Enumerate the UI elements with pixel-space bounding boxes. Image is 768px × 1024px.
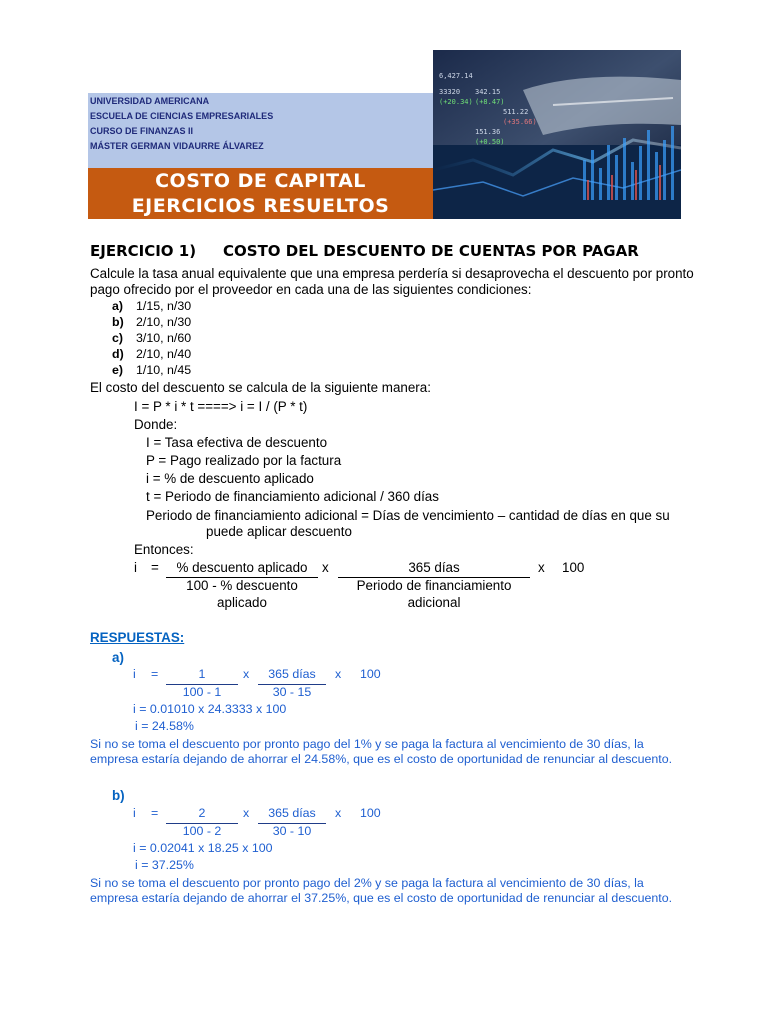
- condition-c: c) 3/10, n/60: [112, 331, 192, 345]
- finance-photo: [433, 50, 681, 219]
- period-def-line-2: puede aplicar descuento: [206, 524, 352, 539]
- formula-den1-line1: 100 - % descuento: [186, 578, 298, 593]
- condition-e: e) 1/10, n/45: [112, 363, 192, 377]
- answer-a-den: 100 - 1: [182, 685, 222, 699]
- formula-den2-line2: adicional: [407, 595, 461, 610]
- formula-i: i: [134, 560, 137, 575]
- formula-num1: % descuento aplicado: [176, 560, 308, 575]
- answer-a-letter: a): [112, 650, 124, 665]
- def-i: i = % de descuento aplicado: [146, 471, 314, 486]
- def-P: P = Pago realizado por la factura: [146, 453, 342, 468]
- formula-den1-line2: aplicado: [217, 595, 267, 610]
- intro-line-2: pago ofrecido por el proveedor en cada una de las siguientes condiciones:: [90, 282, 532, 297]
- answer-b-den2: 30 - 10: [272, 824, 312, 838]
- entonces-label: Entonces:: [134, 542, 194, 557]
- school-name: ESCUELA DE CIENCIAS EMPRESARIALES: [90, 111, 274, 121]
- answer-a-calc: i = 0.01010 x 24.3333 x 100: [133, 702, 287, 716]
- answer-b-eq: =: [151, 806, 159, 820]
- answer-b-result: i = 37.25%: [135, 858, 194, 872]
- answer-a-i: i: [133, 667, 136, 681]
- answer-b-x1: x: [243, 806, 250, 820]
- formula-100: 100: [562, 560, 585, 575]
- ticker-2: 33320: [439, 88, 461, 96]
- formula-num2: 365 días: [408, 560, 460, 575]
- ticker-9: (+0.50): [475, 138, 505, 146]
- formula-eq: =: [151, 560, 159, 575]
- answer-b-num2: 365 días: [268, 806, 316, 820]
- instructor-name: MÁSTER GERMAN VIDAURRE ÁLVAREZ: [90, 141, 264, 151]
- ticker-8: 151.36: [475, 128, 501, 136]
- answer-a-eq: =: [151, 667, 159, 681]
- answer-b-calc: i = 0.02041 x 18.25 x 100: [133, 841, 273, 855]
- ticker-6: 511.22: [503, 108, 529, 116]
- answer-a-x2: x: [335, 667, 342, 681]
- answer-a-conclusion-1: Si no se toma el descuento por pronto pago del 1% y se paga la factura al vencimiento de 30 días, la: [90, 737, 644, 751]
- answer-b-conclusion-1: Si no se toma el descuento por pronto pago del 2% y se paga la factura al vencimiento de 30 días, la: [90, 876, 644, 890]
- def-t: t = Periodo de financiamiento adicional / 360 días: [146, 489, 439, 504]
- answer-b-100: 100: [360, 806, 381, 820]
- answer-b-letter: b): [112, 788, 125, 803]
- calc-intro: El costo del descuento se calcula de la siguiente manera:: [90, 380, 431, 395]
- answer-a-num: 1: [198, 667, 206, 681]
- answer-a-num2: 365 días: [268, 667, 316, 681]
- formula-x2: x: [538, 560, 545, 575]
- answer-b-i: i: [133, 806, 136, 820]
- period-def-line-1: Periodo de financiamiento adicional = Días de vencimiento – cantidad de días en que su: [146, 508, 670, 523]
- title-line-2: EJERCICIOS RESUELTOS: [131, 195, 390, 217]
- formula-den2-line1: Periodo de financiamiento: [356, 578, 512, 593]
- answer-a-conclusion-2: empresa estaría dejando de ahorrar el 24.58%, que es el costo de oportunidad de renunciar al descuento.: [90, 752, 673, 766]
- title-line-1: COSTO DE CAPITAL: [155, 170, 366, 192]
- ticker-5: (+8.47): [475, 98, 505, 106]
- answer-b-den: 100 - 2: [182, 824, 222, 838]
- ticker-7: (+35.66): [503, 118, 537, 126]
- condition-b: b) 2/10, n/30: [112, 315, 192, 329]
- intro-line-1: Calcule la tasa anual equivalente que una empresa perdería si desaprovecha el descuento por pronto: [90, 266, 694, 281]
- answer-b-num: 2: [198, 806, 206, 820]
- document-title: [88, 169, 433, 219]
- answer-a-100: 100: [360, 667, 381, 681]
- formula: I = P * i * t ====> i = I / (P * t): [134, 399, 308, 414]
- answer-b-conclusion-2: empresa estaría dejando de ahorrar el 37.25%, que es el costo de oportunidad de renunciar al descuento.: [90, 891, 673, 905]
- def-I: I = Tasa efectiva de descuento: [146, 435, 328, 450]
- institution-block: [90, 94, 273, 154]
- university-name: UNIVERSIDAD AMERICANA: [90, 96, 210, 106]
- answers-heading: RESPUESTAS:: [90, 630, 185, 645]
- condition-d: d) 2/10, n/40: [112, 347, 192, 361]
- answer-b-x2: x: [335, 806, 342, 820]
- exercise-number: EJERCICIO 1): [90, 242, 197, 260]
- answer-a-result: i = 24.58%: [135, 719, 194, 733]
- ticker-3: 342.15: [475, 88, 501, 96]
- donde-label: Donde:: [134, 417, 178, 432]
- answer-a-x1: x: [243, 667, 250, 681]
- exercise-title: COSTO DEL DESCUENTO DE CUENTAS POR PAGAR: [223, 242, 639, 260]
- condition-a: a) 1/15, n/30: [112, 299, 192, 313]
- ticker-4: (+20.34): [439, 98, 473, 106]
- formula-x1: x: [322, 560, 329, 575]
- course-name: CURSO DE FINANZAS II: [90, 126, 194, 136]
- ticker-1: 6,427.14: [439, 72, 473, 80]
- answer-a-den2: 30 - 15: [272, 685, 312, 699]
